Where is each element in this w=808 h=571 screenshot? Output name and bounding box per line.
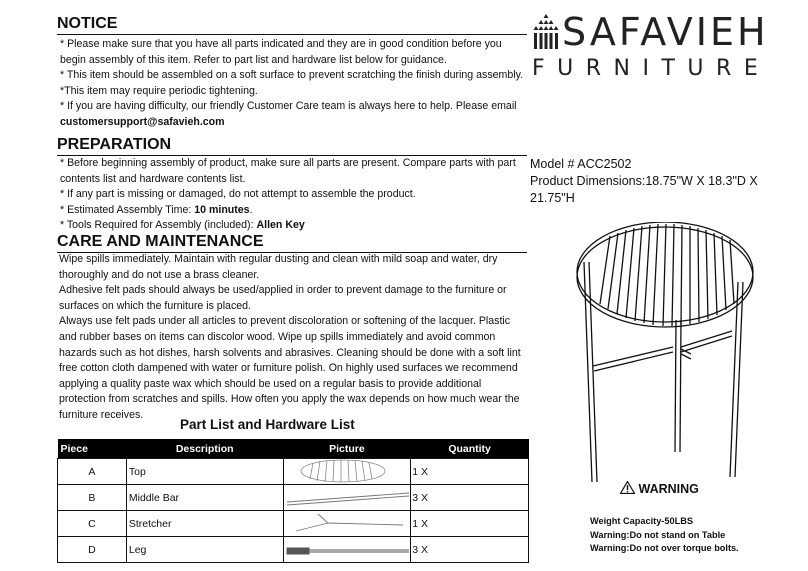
middle-bar-icon xyxy=(285,485,411,509)
leg-icon xyxy=(285,537,411,561)
table-top-icon xyxy=(298,459,388,483)
prep-time: * Estimated Assembly Time: 10 minutes. xyxy=(60,203,253,216)
table-row xyxy=(58,485,529,511)
care-body xyxy=(59,252,529,424)
brand-subtitle: FURNITURE xyxy=(532,56,771,81)
warning-box xyxy=(620,481,699,496)
notice-line-2: * This item should be assembled on a soft surface to prevent scratching the finish during assembly. xyxy=(60,69,524,82)
notice-line-1: * Please make sure that you have all parts indicated and they are in good condition before you begin assembly of this item. Refer to part list and hardware list below for guidance. xyxy=(60,38,502,66)
header-description: Description xyxy=(126,439,283,459)
assembly-time-value: 10 minutes xyxy=(194,203,250,216)
row-description: Middle Bar xyxy=(126,485,283,511)
care-para-2: Adhesive felt pads should always be used/applied in order to prevent damage to the furniture or surfaces on which the furniture is placed. xyxy=(59,284,507,312)
model-number: Model # ACC2502 xyxy=(530,157,632,171)
stretcher-icon xyxy=(288,511,408,535)
row-description: Leg xyxy=(126,537,283,563)
table-row xyxy=(58,459,529,485)
notice-heading: NOTICE xyxy=(57,14,527,35)
brand-name: SAFAVIEH xyxy=(562,10,769,54)
row-piece: C xyxy=(58,511,127,537)
side-table-illustration-icon xyxy=(570,222,780,482)
warning-lines xyxy=(590,515,739,556)
product-info xyxy=(530,156,790,207)
row-picture xyxy=(283,485,411,511)
safavieh-logo-icon xyxy=(532,14,560,50)
header-picture: Picture xyxy=(283,439,411,459)
row-picture xyxy=(283,511,411,537)
prep-line-2: * If any part is missing or damaged, do not attempt to assemble the product. xyxy=(60,188,416,201)
care-para-1: Wipe spills immediately. Maintain with regular dusting and clean with mild soap and water, dry thoroughly and do not use a brass cleaner. xyxy=(59,253,498,281)
row-piece: A xyxy=(58,459,127,485)
row-piece: B xyxy=(58,485,127,511)
table-row xyxy=(58,511,529,537)
support-email-link[interactable]: customersupport@safavieh.com xyxy=(60,115,225,128)
header-piece: Piece xyxy=(58,439,127,459)
notice-line-4: * If you are having difficulty, our friendly Customer Care team is always here to help. Please email xyxy=(60,100,517,113)
row-quantity: 1 X xyxy=(411,511,529,537)
warning-title: WARNING xyxy=(638,482,699,496)
row-description: Stretcher xyxy=(126,511,283,537)
brand-logo xyxy=(532,12,792,82)
row-quantity: 3 X xyxy=(411,537,529,563)
parts-table xyxy=(57,439,529,563)
care-para-3: Always use felt pads under all articles to prevent discoloration or softening of the lacquer. Plastic and rubber bases on items can discolor wood. Wipe up spills immediately and avoid common hazards such as hot dishes, harsh solvents and abrasives. Cleaning should be done with a soft lint free cotton cloth dampened with water or furniture polish. On highly used surfaces we recommend applying a quality paste wax which should be used on a regular basis to provide additional protection from scratches and spills. How often you apply the wax depends on how much wear the furniture receives. xyxy=(59,315,521,421)
warning-triangle-icon xyxy=(620,481,635,494)
warning-line-2: Warning:Do not over torque bolts. xyxy=(590,543,739,553)
preparation-heading: PREPARATION xyxy=(57,135,527,156)
row-piece: D xyxy=(58,537,127,563)
row-quantity: 3 X xyxy=(411,485,529,511)
care-heading: CARE AND MAINTENANCE xyxy=(57,232,527,253)
row-picture xyxy=(283,459,411,485)
warning-line-1: Warning:Do not stand on Table xyxy=(590,529,726,540)
weight-capacity: Weight Capacity-50LBS xyxy=(590,516,693,526)
header-quantity: Quantity xyxy=(411,439,529,459)
parts-table-header xyxy=(58,439,529,459)
product-dimensions: Product Dimensions:18.75"W X 18.3"D X 21.75"H xyxy=(530,174,758,205)
row-quantity: 1 X xyxy=(411,459,529,485)
notice-body xyxy=(60,37,530,131)
prep-tools: * Tools Required for Assembly (included): Allen Key xyxy=(60,219,305,232)
prep-line-1: * Before beginning assembly of product, make sure all parts are present. Compare parts with part contents list and hardware contents list. xyxy=(60,157,516,185)
row-picture xyxy=(283,537,411,563)
preparation-body xyxy=(60,156,530,234)
parts-table-title: Part List and Hardware List xyxy=(180,417,355,432)
notice-line-3: *This item may require periodic tightening. xyxy=(60,84,258,97)
row-description: Top xyxy=(126,459,283,485)
table-row xyxy=(58,537,529,563)
tools-value: Allen Key xyxy=(256,219,305,232)
